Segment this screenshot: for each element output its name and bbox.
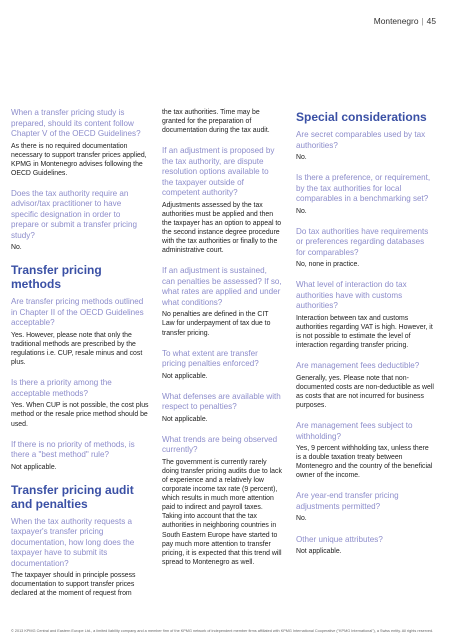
page-number: 45	[426, 16, 436, 26]
column-left	[11, 108, 150, 610]
question: Does the tax authority require an advisor/tax practitioner to have specific designation in order to prepare or submit a transfer pricing study?	[11, 188, 137, 240]
answer: Adjustments assessed by the tax authorities must be applied and then the taxpayer has an option to appeal to the second instance degree procedure with the tax authorities or finally to the administrative court.	[162, 201, 282, 255]
section-heading-special-considerations: Special considerations	[296, 110, 427, 124]
question: Are year-end transfer pricing adjustments permitted?	[296, 491, 399, 511]
answer: The taxpayer should in principle possess documentation to support transfer prices declared at the moment of request from	[11, 572, 136, 598]
question: What trends are being observed currently?	[162, 434, 278, 455]
question: Are secret comparables used by tax authorities?	[296, 130, 426, 150]
answer: Not applicable.	[162, 372, 208, 380]
question: Is there a preference, or requirement, by the tax authorities for local comparables in a benchmarking set?	[296, 173, 431, 204]
question: If an adjustment is sustained, can penalties be assessed? If so, what rates are applied and under what conditions?	[162, 266, 282, 307]
answer: Yes, 9 percent withholding tax, unless there is a double taxation treaty between Montenegro and the country of the beneficial owner of the income.	[296, 445, 433, 480]
answer: Yes. However, please note that only the traditional methods are prescribed by the regulations i.e. CUP, resale minus and cost plus.	[11, 331, 143, 367]
answer: Interaction between tax and customs authorities regarding VAT is high. However, it is not possible to estimate the level of interaction regarding transfer pricing.	[296, 314, 433, 350]
answer: Not applicable.	[162, 415, 208, 423]
column-right	[296, 108, 434, 567]
copyright-footer: © 2013 KPMG Central and Eastern Europe Ltd., a limited liability company and a member firm of the KPMG network of independent member firms affiliated with KPMG International Cooperative ("KPMG International"), a Swiss entity. All rights reserved.	[11, 629, 434, 633]
question: What level of interaction do tax authorities have with customs authorities?	[296, 280, 407, 311]
question: When the tax authority requests a taxpayer's transfer pricing documentation, how long does the taxpayer have to submit its documentation?	[11, 516, 135, 568]
answer: Not applicable.	[11, 463, 57, 471]
answer: No, none in practice.	[296, 261, 360, 269]
answer: No.	[296, 154, 307, 161]
question: What defenses are available with respect to penalties?	[162, 391, 281, 412]
question: Is there a priority among the acceptable methods?	[11, 378, 112, 398]
question: Other unique attributes?	[296, 534, 383, 544]
answer: No penalties are defined in the CIT Law for underpayment of tax due to transfer pricing.	[162, 311, 271, 337]
answer: Generally, yes. Please note that non-documented costs are non-deductible as well as costs that are not incurred for business purposes.	[296, 374, 434, 409]
answer: No.	[296, 207, 307, 215]
answer: Not applicable.	[296, 548, 342, 555]
header-separator: |	[421, 16, 424, 26]
question: When a transfer pricing study is prepared, should its content follow Chapter V of the OECD Guidelines?	[11, 108, 141, 138]
answer-continued: the tax authorities. Time may be granted for the preparation of documentation during the tax audit.	[162, 109, 270, 135]
question: Are management fees subject to withholding?	[296, 421, 413, 441]
answer: The government is currently rarely doing transfer pricing audits due to lack of experience and a relatively low corporate income tax rate (9 percent), which results in much more attention paid to indirect and payroll taxes. Taking into account that the tax authorities in neighboring countries in South Eastern Europe have started to pay much more attention to transfer pricing, it is expected that this trend will spread to Montenegro as well.	[162, 458, 282, 566]
question: To what extent are transfer pricing penalties enforced?	[162, 348, 259, 369]
page-header	[374, 16, 436, 26]
answer: No.	[296, 515, 307, 523]
country-name: Montenegro	[373, 16, 419, 26]
column-middle	[162, 108, 282, 578]
question: If an adjustment is proposed by the tax authority, are dispute resolution options available to the taxpayer outside of competent authority?	[162, 146, 275, 198]
section-heading-audit-and-penalties: Transfer pricing audit and penalties	[11, 482, 134, 511]
question: Are transfer pricing methods outlined in Chapter II of the OECD Guidelines acceptable?	[11, 297, 144, 328]
answer: As there is no required documentation necessary to support transfer prices applied, KPMG in Montenegro advises following the OECD Guidelines.	[11, 142, 147, 177]
answer: Yes. When CUP is not possible, the cost plus method or the resale price method should be used.	[11, 402, 149, 428]
section-heading-transfer-pricing-methods: Transfer pricing methods	[11, 263, 102, 292]
question: If there is no priority of methods, is there a "best method" rule?	[11, 439, 135, 460]
question: Do tax authorities have requirements or preferences regarding databases for comparables?	[296, 226, 429, 257]
answer: No.	[11, 244, 22, 252]
question: Are management fees deductible?	[296, 361, 420, 371]
